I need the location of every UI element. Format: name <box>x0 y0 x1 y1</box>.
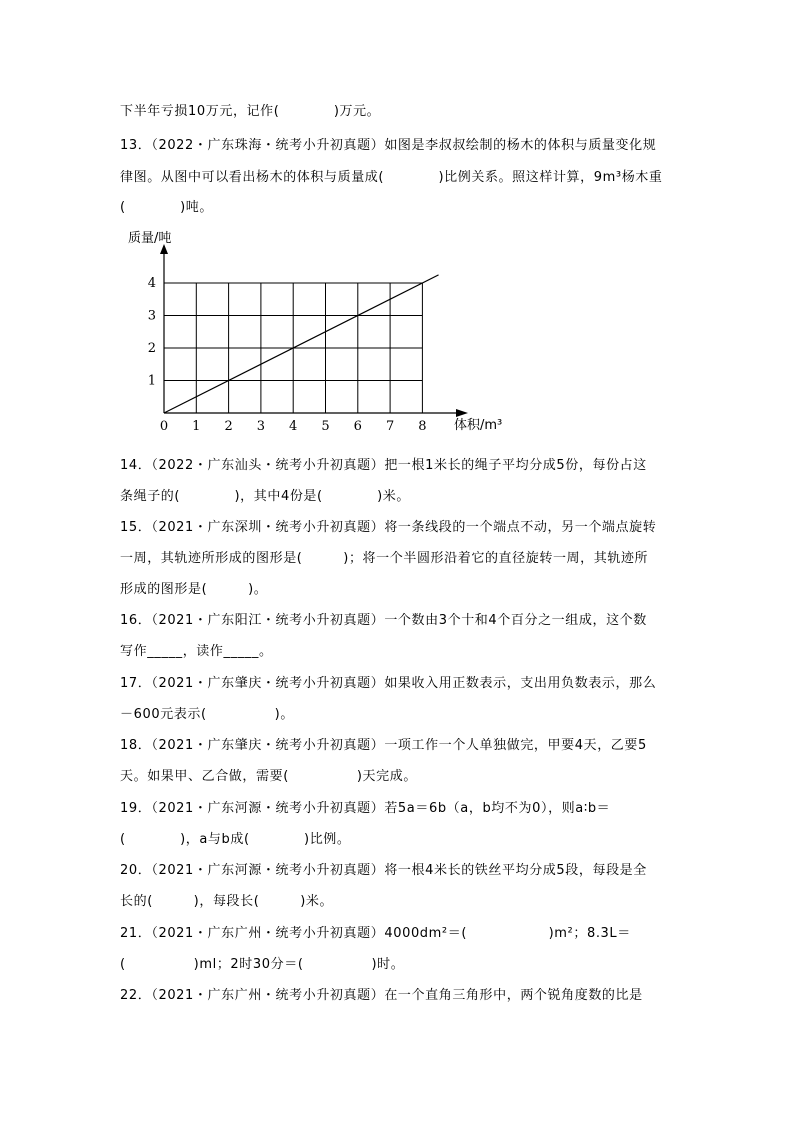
x-tick-label: 6 <box>353 419 362 434</box>
y-tick-label: 2 <box>147 341 156 356</box>
x-tick-label: 7 <box>385 419 395 434</box>
q14-line-2: 条绳子的( )，其中4份是( )米。 <box>120 489 410 504</box>
q19-line-1: 19．（2021・广东河源・统考小升初真题）若5a＝6b（a，b均不为0），则a∶b＝ <box>120 801 611 816</box>
q15-line-3: 形成的图形是( )。 <box>120 582 268 597</box>
chart-axes <box>160 244 468 417</box>
q18-line-1: 18．（2021・广东肇庆・统考小升初真题）一项工作一个人单独做完，甲要4天，乙要5 <box>120 738 647 753</box>
x-tick-label: 3 <box>256 419 266 434</box>
y-tick-label: 3 <box>147 308 156 324</box>
y-tick-label: 1 <box>147 373 156 389</box>
volume-mass-chart <box>124 228 514 438</box>
q21-line-1: 21．（2021・广东广州・统考小升初真题）4000dm²＝( )m²；8.3L＝ <box>120 926 631 941</box>
q16-line-1: 16．（2021・广东阳江・统考小升初真题）一个数由3个十和4个百分之一组成，这个数 <box>120 613 647 628</box>
q20-line-1: 20．（2021・广东河源・统考小升初真题）将一根4米长的铁丝平均分成5段，每段是全 <box>120 863 647 878</box>
x-tick-label: 5 <box>321 419 330 434</box>
q17-line-1: 17．（2021・广东肇庆・统考小升初真题）如果收入用正数表示，支出用负数表示，那么 <box>120 676 657 691</box>
q13-line-1: 13．（2022・广东珠海・统考小升初真题）如图是李叔叔绘制的杨木的体积与质量变化规 <box>120 138 657 153</box>
q14-line-1: 14．（2022・广东汕头・统考小升初真题）把一根1米长的绳子平均分成5份，每份占这 <box>120 458 647 473</box>
q15-line-2: 一周，其轨迹所形成的图形是( )；将一个半圆形沿着它的直径旋转一周，其轨迹所 <box>120 551 649 566</box>
chart-series <box>164 275 439 413</box>
q12-tail: 下半年亏损10万元，记作( )万元。 <box>120 104 381 119</box>
q17-line-2: －600元表示( )。 <box>120 707 294 722</box>
y-axis-label: 质量/吨 <box>128 231 172 246</box>
y-tick-label: 4 <box>147 276 156 291</box>
x-tick-label: 8 <box>418 419 427 434</box>
x-tick-label: 4 <box>289 419 298 434</box>
x-axis-label: 体积/m³ <box>454 418 503 433</box>
q13-line-2: 律图。从图中可以看出杨木的体积与质量成( )比例关系。照这样计算，9m³杨木重 <box>120 170 663 185</box>
q19-line-2: ( )，a与b成( )比例。 <box>120 832 351 847</box>
x-tick-label: 0 <box>159 419 169 434</box>
x-tick-label: 1 <box>192 419 201 434</box>
q18-line-2: 天。如果甲、乙合做，需要( )天完成。 <box>120 769 417 784</box>
q22-line-1: 22．（2021・广东广州・统考小升初真题）在一个直角三角形中，两个锐角度数的比是 <box>120 988 643 1003</box>
q16-line-2: 写作_____，读作_____。 <box>120 644 273 659</box>
q15-line-1: 15．（2021・广东深圳・统考小升初真题）将一条线段的一个端点不动，另一个端点旋转 <box>120 520 657 535</box>
chart-tick-labels <box>148 276 427 434</box>
q21-line-2: ( )ml；2时30分＝( )时。 <box>120 957 405 972</box>
series-line <box>164 275 439 413</box>
q20-line-2: 长的( )，每段长( )米。 <box>120 894 334 909</box>
q13-line-3: ( )吨。 <box>120 200 213 215</box>
x-tick-label: 2 <box>224 419 233 434</box>
x-axis-arrow <box>456 409 468 417</box>
